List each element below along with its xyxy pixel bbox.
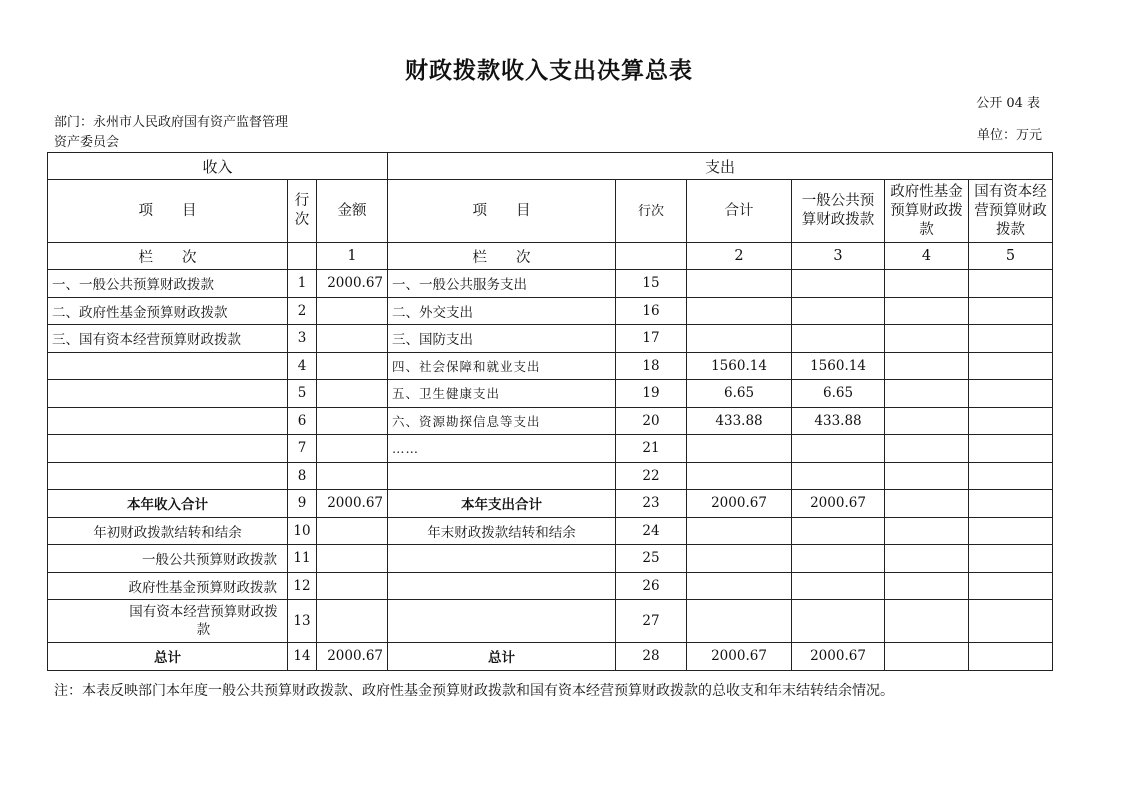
expense-row-no: 24 [616, 517, 687, 545]
expense-item [388, 545, 616, 573]
col-label-left: 栏 次 [48, 243, 288, 270]
table-row [48, 600, 1053, 643]
expense-gov-fund [885, 545, 969, 573]
expense-state-capital [969, 517, 1053, 545]
expense-general-budget [792, 270, 885, 298]
expense-state-capital [969, 462, 1053, 490]
income-row-no: 7 [288, 435, 317, 463]
income-item: 二、政府性基金预算财政拨款 [48, 297, 288, 325]
income-item [48, 380, 288, 408]
expense-row-no: 27 [616, 600, 687, 643]
page-title: 财政拨款收入支出决算总表 [405, 57, 693, 84]
expense-state-capital [969, 380, 1053, 408]
expense-gov-fund [885, 600, 969, 643]
expense-row-no: 18 [616, 352, 687, 380]
expense-row-no: 28 [616, 643, 687, 671]
expense-state-capital [969, 600, 1053, 643]
expense-state-capital [969, 352, 1053, 380]
expense-total [687, 545, 792, 573]
state-capital-header: 国有资本经营预算财政拨款 [969, 180, 1053, 243]
gov-fund-header: 政府性基金预算财政拨款 [885, 180, 969, 243]
expense-gov-fund [885, 297, 969, 325]
expense-total: 6.65 [687, 380, 792, 408]
income-header: 收入 [48, 153, 388, 180]
expense-total: 433.88 [687, 407, 792, 435]
expense-general-budget [792, 572, 885, 600]
income-item: 总计 [48, 643, 288, 671]
expense-row-no: 19 [616, 380, 687, 408]
expense-item: 四、社会保障和就业支出 [388, 352, 616, 380]
expense-item: 五、卫生健康支出 [388, 380, 616, 408]
expense-general-budget [792, 545, 885, 573]
expense-general-budget: 6.65 [792, 380, 885, 408]
income-item: 三、国有资本经营预算财政拨款 [48, 325, 288, 353]
income-row-no: 14 [288, 643, 317, 671]
income-amount [317, 517, 388, 545]
expense-row-no: 15 [616, 270, 687, 298]
expense-item: 本年支出合计 [388, 490, 616, 518]
expense-general-budget [792, 517, 885, 545]
expense-row-no: 26 [616, 572, 687, 600]
expense-state-capital [969, 407, 1053, 435]
expense-gov-fund [885, 270, 969, 298]
expense-row-no-header: 行次 [616, 180, 687, 243]
expense-total [687, 435, 792, 463]
expense-item-header: 项 目 [388, 180, 616, 243]
col-index-1: 1 [317, 243, 388, 270]
expense-general-budget [792, 435, 885, 463]
income-item [48, 435, 288, 463]
expense-gov-fund [885, 517, 969, 545]
expense-state-capital [969, 297, 1053, 325]
table-row [48, 270, 1053, 298]
expense-gov-fund [885, 490, 969, 518]
expense-item: 二、外交支出 [388, 297, 616, 325]
income-item: 一般公共预算财政拨款 [48, 545, 288, 573]
table-row [48, 435, 1053, 463]
expense-item: 三、国防支出 [388, 325, 616, 353]
income-amount [317, 407, 388, 435]
income-amount: 2000.67 [317, 270, 388, 298]
income-row-no: 12 [288, 572, 317, 600]
expense-state-capital [969, 545, 1053, 573]
income-row-no: 5 [288, 380, 317, 408]
expense-gov-fund [885, 325, 969, 353]
expense-general-budget: 2000.67 [792, 643, 885, 671]
expense-general-budget [792, 462, 885, 490]
expense-general-budget [792, 297, 885, 325]
expense-total: 1560.14 [687, 352, 792, 380]
col-label-right: 栏 次 [388, 243, 616, 270]
income-row-no: 11 [288, 545, 317, 573]
col-index-3: 3 [792, 243, 885, 270]
unit-label: 单位：万元 [976, 128, 1042, 143]
expense-state-capital [969, 490, 1053, 518]
expense-item: …… [388, 435, 616, 463]
expense-item: 总计 [388, 643, 616, 671]
income-row-no: 2 [288, 297, 317, 325]
table-row [48, 545, 1053, 573]
expense-row-no: 22 [616, 462, 687, 490]
expense-gov-fund [885, 407, 969, 435]
income-row-no: 1 [288, 270, 317, 298]
expense-gov-fund [885, 462, 969, 490]
summary-table [47, 152, 1053, 671]
income-amount [317, 462, 388, 490]
table-row [48, 490, 1053, 518]
expense-gov-fund [885, 572, 969, 600]
income-item: 本年收入合计 [48, 490, 288, 518]
expense-general-budget [792, 325, 885, 353]
income-row-no: 4 [288, 352, 317, 380]
expense-total [687, 297, 792, 325]
expense-total: 2000.67 [687, 490, 792, 518]
general-budget-header: 一般公共预算财政拨款 [792, 180, 885, 243]
col-blank [616, 243, 687, 270]
col-index-2: 2 [687, 243, 792, 270]
expense-gov-fund [885, 643, 969, 671]
expense-general-budget: 433.88 [792, 407, 885, 435]
expense-item [388, 462, 616, 490]
table-row [48, 297, 1053, 325]
expense-general-budget: 1560.14 [792, 352, 885, 380]
income-row-no-header: 行 次 [288, 180, 317, 243]
expense-general-budget [792, 600, 885, 643]
col-index-4: 4 [885, 243, 969, 270]
income-item [48, 407, 288, 435]
expense-state-capital [969, 435, 1053, 463]
income-row-no: 9 [288, 490, 317, 518]
table-row [48, 352, 1053, 380]
expense-item: 年末财政拨款结转和结余 [388, 517, 616, 545]
expense-row-no: 17 [616, 325, 687, 353]
table-row [48, 325, 1053, 353]
table-row [48, 462, 1053, 490]
expense-state-capital [969, 270, 1053, 298]
table-row [48, 643, 1053, 671]
footnote: 注：本表反映部门本年度一般公共预算财政拨款、政府性基金预算财政拨款和国有资本经营预算财政拨款的总收支和年末结转结余情况。 [54, 683, 894, 699]
expense-gov-fund [885, 435, 969, 463]
expense-general-budget: 2000.67 [792, 490, 885, 518]
form-number: 公开 04 表 [976, 96, 1040, 111]
income-amount [317, 325, 388, 353]
expense-item: 一、一般公共服务支出 [388, 270, 616, 298]
expense-row-no: 16 [616, 297, 687, 325]
income-item: 国有资本经营预算财政拨款 [48, 600, 288, 643]
table-row [48, 517, 1053, 545]
expense-gov-fund [885, 352, 969, 380]
income-amount [317, 352, 388, 380]
income-amount [317, 545, 388, 573]
expense-header: 支出 [388, 153, 1053, 180]
income-amount: 2000.67 [317, 490, 388, 518]
table-row [48, 572, 1053, 600]
expense-total: 2000.67 [687, 643, 792, 671]
income-row-no: 6 [288, 407, 317, 435]
income-item [48, 352, 288, 380]
expense-gov-fund [885, 380, 969, 408]
expense-row-no: 21 [616, 435, 687, 463]
expense-row-no: 23 [616, 490, 687, 518]
total-header: 合计 [687, 180, 792, 243]
income-item: 一、一般公共预算财政拨款 [48, 270, 288, 298]
income-amount [317, 380, 388, 408]
expense-row-no: 25 [616, 545, 687, 573]
table-row [48, 407, 1053, 435]
expense-total [687, 572, 792, 600]
expense-item: 六、资源勘探信息等支出 [388, 407, 616, 435]
department-label: 部门：永州市人民政府国有资产监督管理资产委员会 [54, 115, 289, 150]
income-item: 政府性基金预算财政拨款 [48, 572, 288, 600]
income-amount [317, 600, 388, 643]
income-item: 年初财政拨款结转和结余 [48, 517, 288, 545]
expense-total [687, 325, 792, 353]
income-amount: 2000.67 [317, 643, 388, 671]
expense-item [388, 600, 616, 643]
expense-total [687, 270, 792, 298]
expense-total [687, 600, 792, 643]
col-index-5: 5 [969, 243, 1053, 270]
income-row-no: 8 [288, 462, 317, 490]
income-row-no: 10 [288, 517, 317, 545]
expense-row-no: 20 [616, 407, 687, 435]
income-item-header: 项 目 [48, 180, 288, 243]
income-amount [317, 572, 388, 600]
expense-total [687, 517, 792, 545]
expense-item [388, 572, 616, 600]
income-amount [317, 297, 388, 325]
table-row [48, 380, 1053, 408]
income-item [48, 462, 288, 490]
income-row-no: 3 [288, 325, 317, 353]
income-row-no: 13 [288, 600, 317, 643]
expense-total [687, 462, 792, 490]
expense-state-capital [969, 643, 1053, 671]
income-amount [317, 435, 388, 463]
expense-state-capital [969, 572, 1053, 600]
expense-state-capital [969, 325, 1053, 353]
col-blank [288, 243, 317, 270]
amount-header: 金额 [317, 180, 388, 243]
